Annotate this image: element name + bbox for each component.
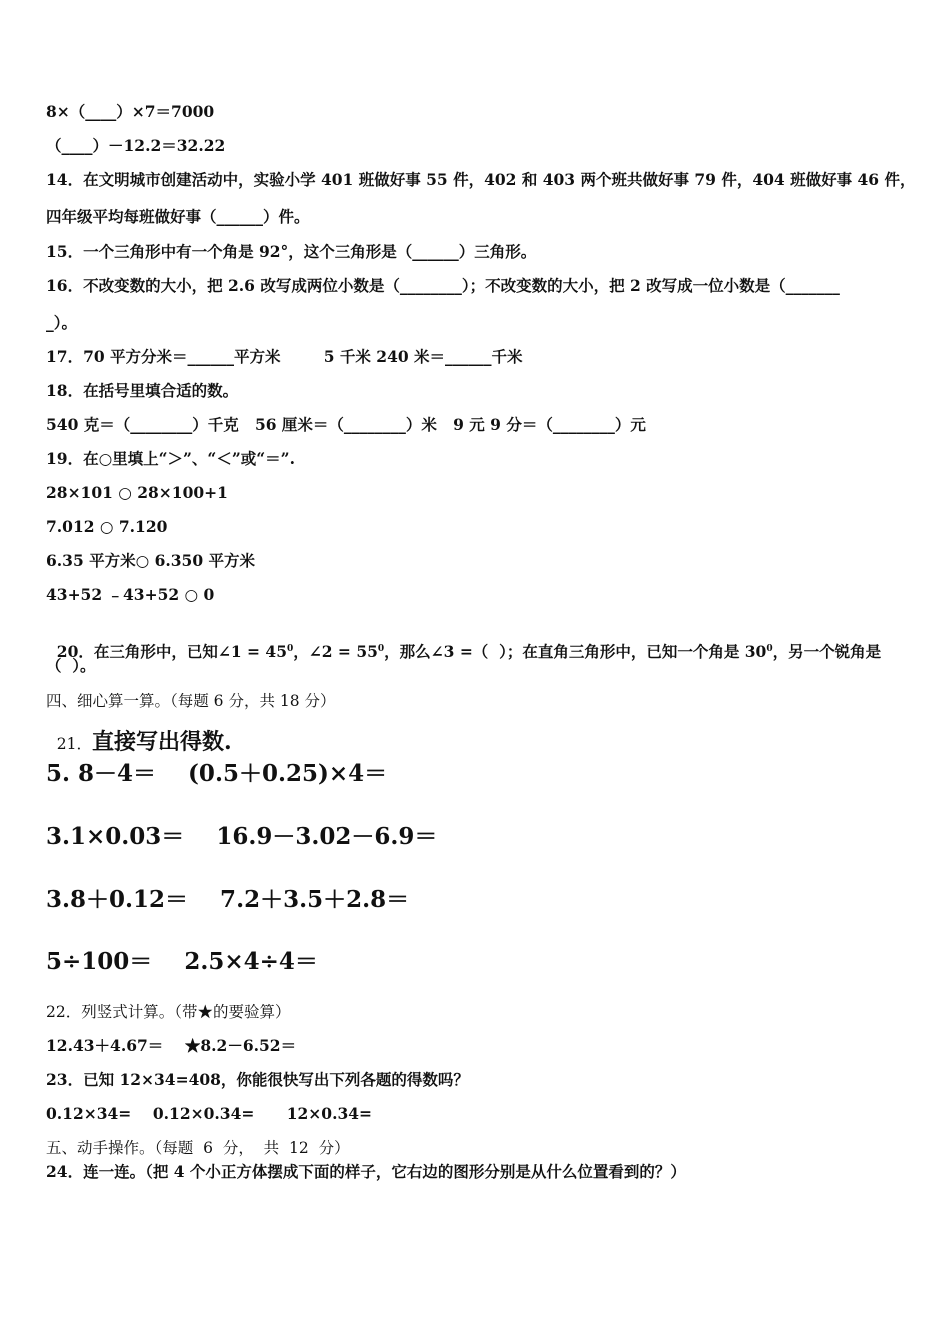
question-22-items: 12.43＋4.67＝ ★8.2－6.52＝: [46, 1036, 297, 1055]
calc-row-1: 5. 8－4＝ (0.5＋0.25)×4＝: [46, 760, 388, 787]
question-19-item-a: 28×101 ○ 28×100+1: [46, 483, 228, 502]
section-4-heading: 四、细心算一算。（每题 6 分，共 18 分）: [46, 692, 336, 710]
question-14-line2: 四年级平均每班做好事（______）件。: [46, 207, 310, 226]
q20-part2: ，∠2 = 55: [293, 642, 378, 662]
question-19-item-c: 6.35 平方米○ 6.350 平方米: [46, 551, 256, 570]
calc-row-3: 3.8＋0.12＝ 7.2＋3.5＋2.8＝: [46, 886, 410, 913]
question-16-line1: 16．不改变数的大小，把 2.6 改写成两位小数是（________）；不改变数的大小，把 2 改写成一位小数是（_______: [46, 276, 840, 295]
question-18-items: 540 克＝（________）千克 56 厘米＝（________）米 9 元 9 分＝（________）元: [46, 415, 646, 434]
section-5-heading: 五、动手操作。（每题 6 分， 共 12 分）: [46, 1139, 350, 1157]
calc-row-2: 3.1×0.03＝ 16.9－3.02－6.9＝: [46, 823, 438, 850]
question-17: 17．70 平方分米＝______平方米 5 千米 240 米＝______千米: [46, 347, 523, 366]
question-21: [46, 712, 232, 754]
degree-sup-1: 0: [287, 644, 294, 654]
question-21-number: 21．: [56, 735, 93, 753]
question-15: 15．一个三角形中有一个角是 92°，这个三角形是（______）三角形。: [46, 242, 537, 261]
question-16-line2: _）。: [46, 313, 78, 332]
question-14-line1: 14．在文明城市创建活动中，实验小学 401 班做好事 55 件，402 和 403 两个班共做好事 79 件，404 班做好事 46 件，: [46, 170, 916, 189]
degree-sup-2: 0: [377, 644, 385, 654]
line-blank-multiplication: 8×（____）×7＝7000: [46, 102, 215, 121]
question-21-title: 直接写出得数.: [92, 729, 232, 755]
question-19-item-b: 7.012 ○ 7.120: [46, 517, 168, 536]
question-23-items: 0.12×34= 0.12×0.34= 12×0.34=: [46, 1104, 373, 1123]
question-20-line1: [46, 619, 881, 662]
question-19: 19．在○里填上“＞”、“＜”或“＝”.: [46, 449, 295, 468]
question-18: 18．在括号里填合适的数。: [46, 381, 239, 400]
q20-part3: ，那么∠3 =（ ）；在直角三角形中，已知一个角是 30: [384, 642, 767, 662]
q20-part4: ，另一个锐角是: [772, 642, 882, 662]
calc-row-4: 5÷100＝ 2.5×4÷4＝: [46, 948, 318, 975]
line-blank-subtraction: （____）－12.2＝32.22: [46, 136, 226, 155]
question-19-item-d: 43+52 ﹣43+52 ○ 0: [46, 585, 215, 604]
question-24: 24．连一连。（把 4 个小正方体摆成下面的样子，它右边的图形分别是从什么位置看到的？）: [46, 1162, 686, 1181]
q20-part1: 20．在三角形中，已知∠1 = 45: [56, 642, 287, 662]
degree-sup-3: 0: [766, 644, 773, 654]
question-23: 23．已知 12×34=408，你能很快写出下列各题的得数吗？: [46, 1070, 469, 1089]
question-20-line2: （ ）。: [46, 656, 96, 675]
question-22: 22．列竖式计算。（带★的要验算）: [46, 1003, 291, 1021]
